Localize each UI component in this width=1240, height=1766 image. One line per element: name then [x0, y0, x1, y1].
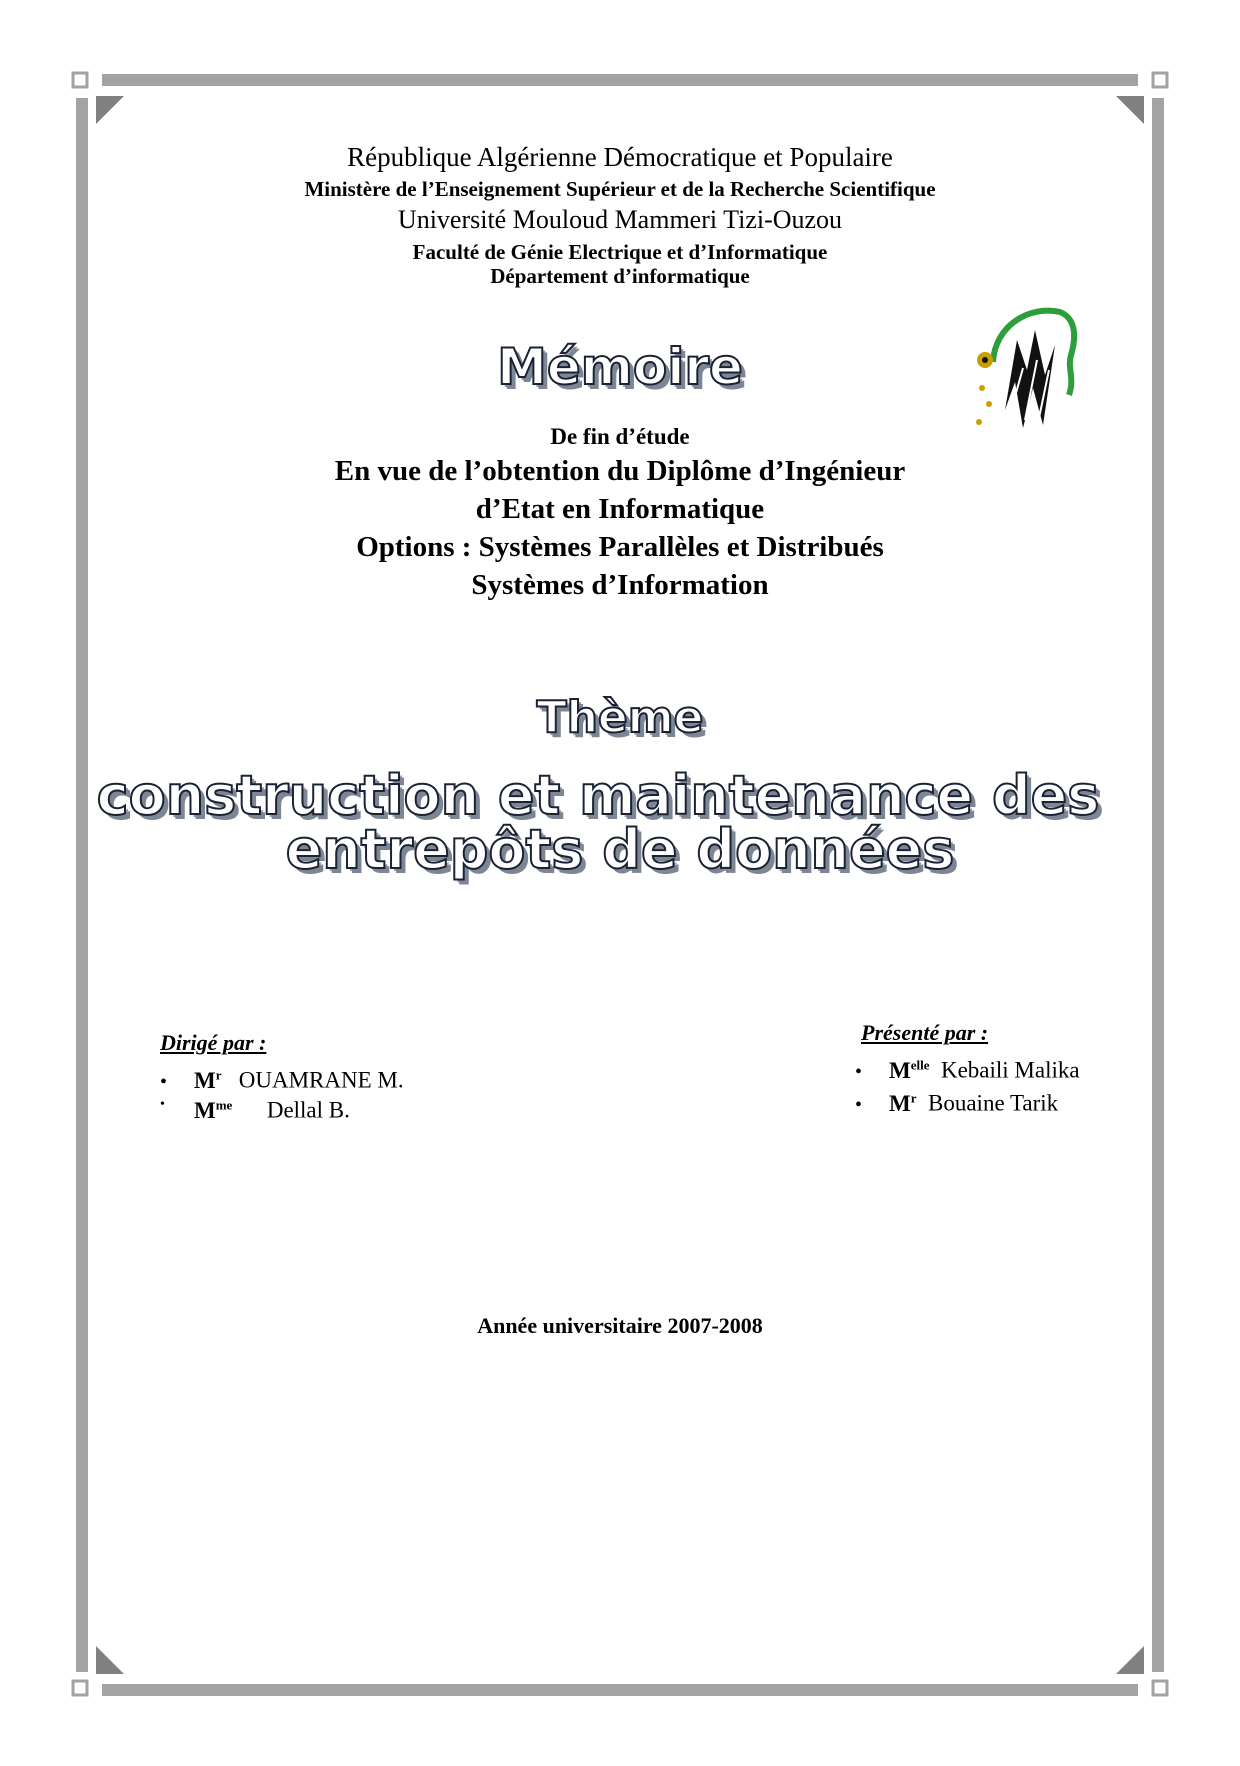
bullet-icon: •: [855, 1060, 863, 1083]
bullet-icon: •: [160, 1070, 168, 1093]
student-row: [855, 1050, 1080, 1083]
ministry-line: Ministère de l’Enseignement Supérieur et de la Recherche Scientifique: [304, 177, 936, 201]
memoire-subtitle: De fin d’étude: [550, 424, 690, 449]
diploma-line-2: d’Etat en Informatique: [475, 493, 765, 525]
student-row: [855, 1083, 1080, 1116]
faculty-line: Faculté de Génie Electrique et d’Informatique: [412, 240, 828, 264]
presented-heading: Présenté par :: [861, 1020, 989, 1045]
department-line: Département d’informatique: [490, 264, 750, 288]
theme-title-line-2: entrepôts de données: [285, 818, 955, 881]
directed-section: [160, 1030, 404, 1123]
director-civility: $M^{me}$: [194, 1097, 233, 1123]
diploma-line-1: En vue de l’obtention du Diplôme d’Ingénieur: [334, 455, 906, 487]
student-name: Bouaine Tarik: [928, 1090, 1059, 1116]
theme-title-line-1: construction et maintenance des: [96, 764, 1100, 827]
director-row: [160, 1060, 404, 1093]
university-line: Université Mouloud Mammeri Tizi-Ouzou: [397, 205, 843, 234]
bullet-icon: •: [160, 1097, 165, 1112]
republic-line: République Algérienne Démocratique et Populaire: [347, 142, 893, 172]
academic-year: Année universitaire 2007-2008: [477, 1313, 763, 1338]
directed-heading: Dirigé par :: [160, 1030, 267, 1055]
options-line-2: Systèmes d’Information: [471, 569, 769, 601]
director-name: OUAMRANE M.: [238, 1067, 404, 1093]
director-name: Dellal B.: [266, 1097, 350, 1123]
student-civility: $M^r$: [889, 1090, 917, 1116]
student-name: Kebaili Malika: [940, 1057, 1080, 1083]
bullet-icon: •: [855, 1093, 863, 1116]
theme-label: Thème: [536, 692, 704, 743]
presented-section: [855, 1020, 1080, 1116]
options-line-1: Options : Systèmes Parallèles et Distribués: [356, 531, 884, 563]
memoire-title: Mémoire: [497, 338, 743, 396]
director-civility: $M^r$: [194, 1067, 222, 1093]
student-civility: $M^{elle}$: [889, 1057, 930, 1083]
director-row: [160, 1090, 404, 1123]
